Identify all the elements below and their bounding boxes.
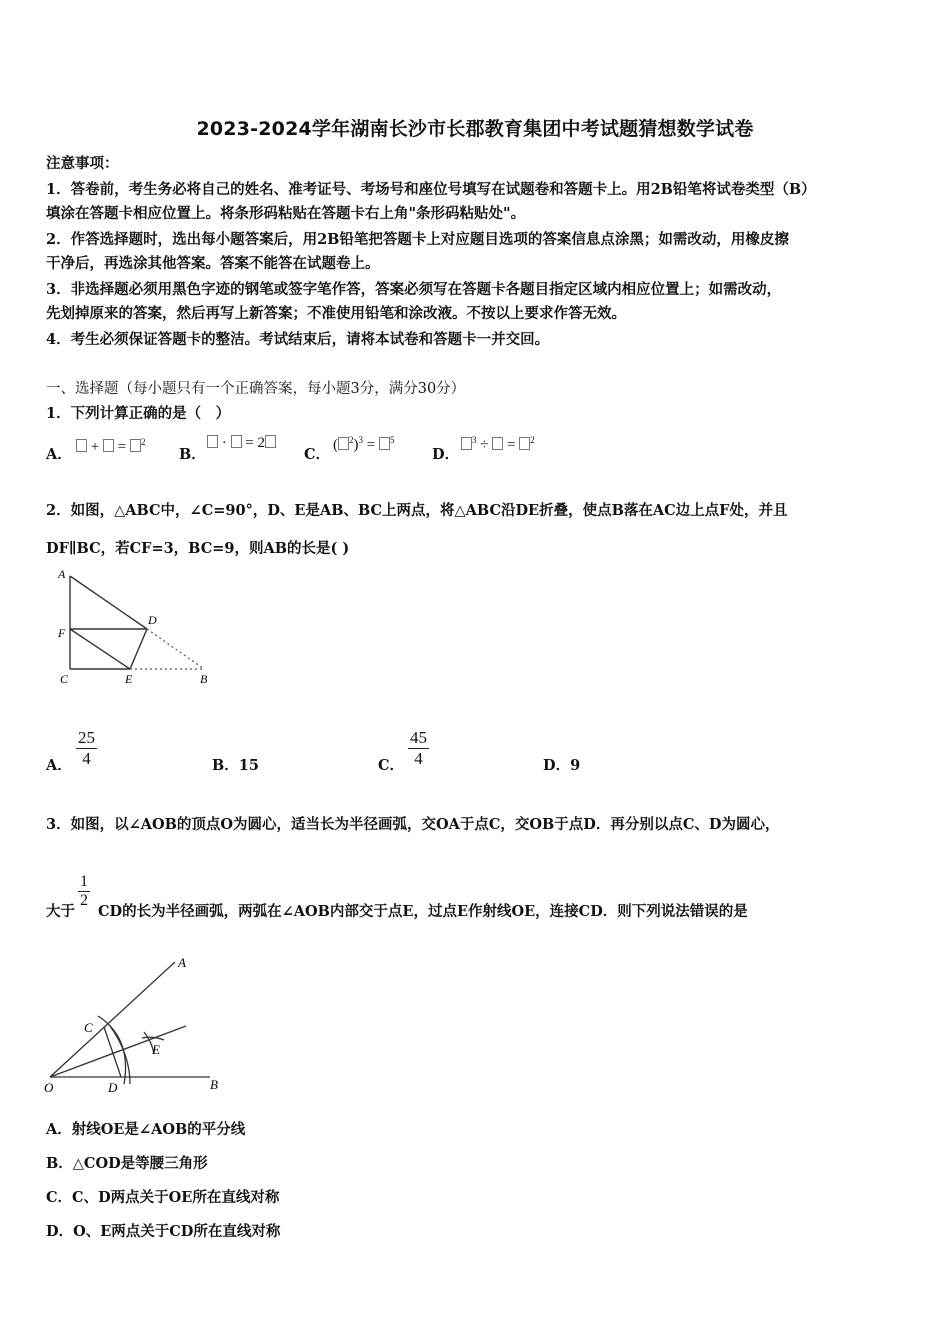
q3-option-d: D．O、E两点关于CD所在直线对称 bbox=[46, 1223, 281, 1240]
q2-option-a-label: A． bbox=[46, 757, 72, 774]
q1-option-b-label: B． bbox=[179, 446, 206, 463]
notice-line: 干净后，再选涂其他答案。答案不能答在试题卷上。 bbox=[46, 255, 380, 272]
section-heading: 一、选择题（每小题只有一个正确答案，每小题3分，满分30分） bbox=[46, 381, 466, 397]
q3-ray-oa bbox=[50, 962, 175, 1077]
q3-option-c: C．C、D两点关于OE所在直线对称 bbox=[46, 1189, 280, 1206]
notice-line: 先划掉原来的答案，然后再写上新答案；不准使用铅笔和涂改液。不按以上要求作答无效。 bbox=[46, 305, 626, 322]
q2-label-b: B bbox=[200, 672, 208, 686]
question-1-stem: 1．下列计算正确的是（ ） bbox=[46, 405, 231, 422]
q1-option-d-label: D． bbox=[432, 446, 460, 463]
notice-line: 填涂在答题卡相应位置上。将条形码粘贴在答题卡右上角"条形码粘贴处"。 bbox=[46, 205, 526, 222]
q3-label-b: B bbox=[210, 1077, 218, 1092]
question-3-line-2: CD的长为半径画弧，两弧在∠AOB内部交于点E，过点E作射线OE，连接CD．则下列说法错误的是 bbox=[98, 903, 748, 920]
q3-option-b: B．△COD是等腰三角形 bbox=[46, 1155, 208, 1172]
q3-option-a: A．射线OE是∠AOB的平分线 bbox=[46, 1121, 246, 1138]
page-title: 2023-2024学年湖南长沙市长郡教育集团中考试题猜想数学试卷 bbox=[196, 118, 754, 140]
q2-label-c: C bbox=[60, 672, 69, 686]
notice-heading: 注意事项： bbox=[46, 155, 119, 172]
q2-segment-de bbox=[130, 629, 147, 669]
q2-dotted-db bbox=[147, 629, 204, 669]
question-3-prefix: 大于 bbox=[46, 903, 75, 920]
q1-option-a-formula: + = $^2$ bbox=[76, 437, 145, 456]
q2-label-f: F bbox=[58, 626, 66, 640]
notice-line: 1．答卷前，考生务必将自己的姓名、准考证号、考场号和座位号填写在试题卷和答题卡上。用2B铅笔将试卷类型（B） bbox=[46, 181, 816, 198]
question-2-line-2: DF∥BC，若CF=3，BC=9，则AB的长是( ) bbox=[46, 540, 350, 557]
q2-figure bbox=[52, 564, 222, 689]
q2-option-a-fraction: 25 4 bbox=[78, 728, 95, 768]
notice-line: 4．考生必须保证答题卡的整洁。考试结束后，请将本试卷和答题卡一并交回。 bbox=[46, 331, 550, 348]
q2-label-a: A bbox=[58, 567, 66, 581]
q3-label-e: E bbox=[152, 1042, 160, 1057]
q2-label-d: D bbox=[148, 613, 157, 627]
question-3-line-1: 3．如图，以∠AOB的顶点O为圆心，适当长为半径画弧，交OA于点C，交OB于点D．再分别以点C、D为圆心， bbox=[46, 816, 780, 833]
q1-option-a-label: A． bbox=[46, 446, 72, 463]
q2-side-ad bbox=[70, 576, 147, 629]
q2-option-d: D．9 bbox=[543, 757, 581, 774]
q1-option-b-formula: · = 2 bbox=[207, 435, 276, 452]
notice-line: 3．非选择题必须用黑色字迹的钢笔或签字笔作答，答案必须写在答题卡各题目指定区域内相应位置上；如需改动， bbox=[46, 281, 782, 298]
q3-label-o: O bbox=[44, 1080, 54, 1095]
q1-option-d-formula: $^3$ ÷ = $^2$ bbox=[461, 435, 535, 454]
q3-half-fraction: 1 2 bbox=[80, 873, 88, 909]
q1-option-c-label: C． bbox=[304, 446, 331, 463]
q1-option-c-formula: ( $^2$)$^3$ = $^5$ bbox=[333, 435, 395, 453]
q2-label-e: E bbox=[125, 672, 133, 686]
question-2-line-1: 2．如图，△ABC中，∠C=90°，D、E是AB、BC上两点，将△ABC沿DE折叠，使点B落在AC边上点F处，并且 bbox=[46, 502, 788, 519]
notice-line: 2．作答选择题时，选出每小题答案后，用2B铅笔把答题卡上对应题目选项的答案信息点涂黑；如需改动，用橡皮擦 bbox=[46, 231, 789, 248]
q2-option-b: B．15 bbox=[212, 757, 259, 774]
q2-option-c-fraction: 45 4 bbox=[410, 728, 427, 768]
q3-figure bbox=[40, 950, 230, 1100]
q2-option-c-label: C． bbox=[378, 757, 405, 774]
q3-label-c: C bbox=[84, 1020, 93, 1035]
q2-segment-fe bbox=[70, 629, 130, 669]
q3-label-d: D bbox=[108, 1080, 118, 1095]
q3-label-a: A bbox=[178, 955, 186, 970]
